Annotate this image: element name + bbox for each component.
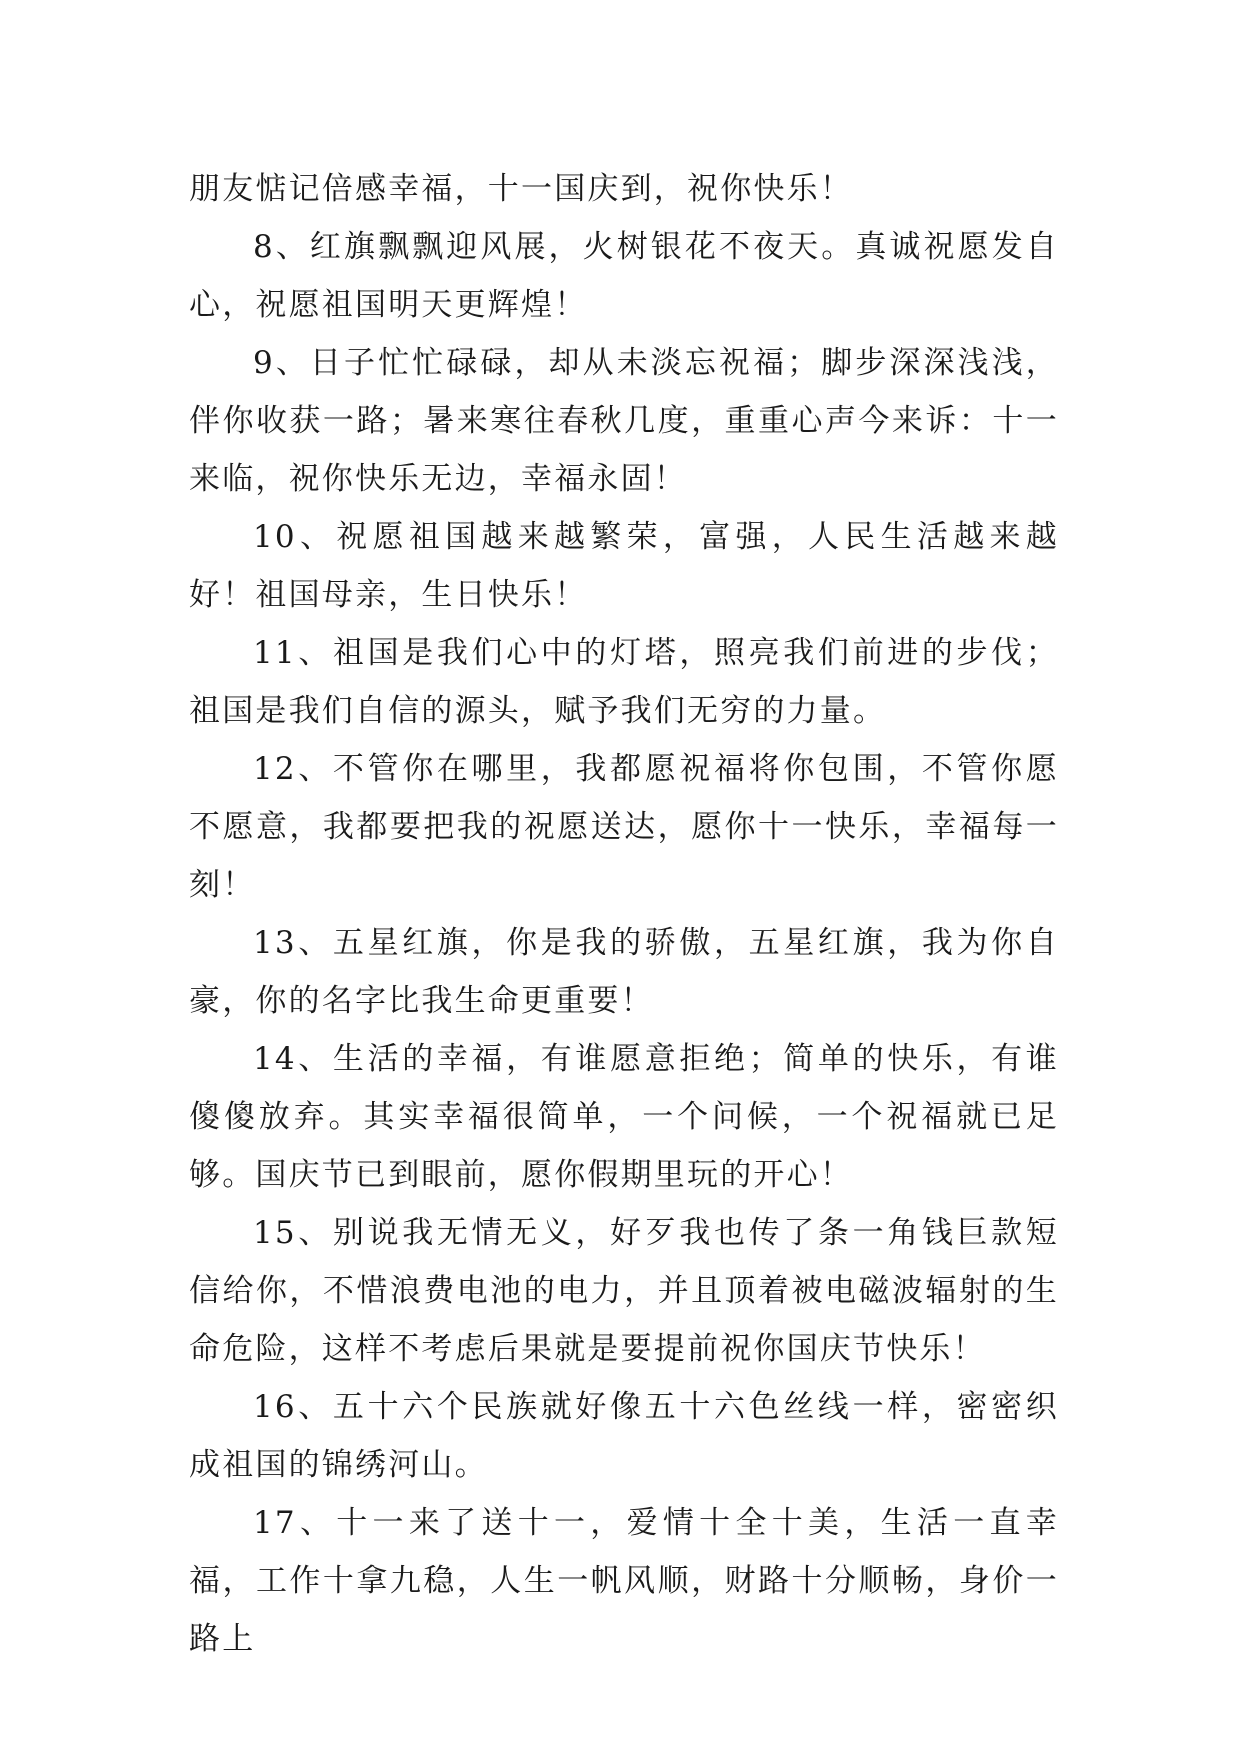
paragraph-item-13: 13、五星红旗，你是我的骄傲，五星红旗，我为你自豪，你的名字比我生命更重要！ (189, 925, 1059, 1019)
paragraph-item-12: 12、不管你在哪里，我都愿祝福将你包围，不管你愿不愿意，我都要把我的祝愿送达，愿你十一快乐，幸福每一刻！ (189, 751, 1059, 903)
paragraph-item-8: 8、红旗飘飘迎风展，火树银花不夜天。真诚祝愿发自心，祝愿祖国明天更辉煌！ (189, 229, 1059, 323)
paragraph-item-9: 9、日子忙忙碌碌，却从未淡忘祝福；脚步深深浅浅，伴你收获一路；暑来寒往春秋几度，重重心声今来诉：十一来临，祝你快乐无边，幸福永固！ (189, 345, 1059, 497)
paragraph-item-17: 17、十一来了送十一，爱情十全十美，生活一直幸福，工作十拿九稳，人生一帆风顺，财路十分顺畅，身价一路上 (189, 1505, 1059, 1657)
document-body (189, 160, 1059, 1668)
paragraph-continuation: 朋友惦记倍感幸福，十一国庆到，祝你快乐！ (189, 171, 853, 207)
paragraph-item-10: 10、祝愿祖国越来越繁荣，富强，人民生活越来越好！祖国母亲，生日快乐！ (189, 519, 1059, 613)
paragraph-item-16: 16、五十六个民族就好像五十六色丝线一样，密密织成祖国的锦绣河山。 (189, 1389, 1059, 1483)
paragraph-item-14: 14、生活的幸福，有谁愿意拒绝；简单的快乐，有谁傻傻放弃。其实幸福很简单，一个问候，一个祝福就已足够。国庆节已到眼前，愿你假期里玩的开心！ (189, 1041, 1059, 1193)
paragraph-item-11: 11、祖国是我们心中的灯塔，照亮我们前进的步伐；祖国是我们自信的源头，赋予我们无穷的力量。 (189, 635, 1059, 729)
paragraph-item-15: 15、别说我无情无义，好歹我也传了条一角钱巨款短信给你，不惜浪费电池的电力，并且顶着被电磁波辐射的生命危险，这样不考虑后果就是要提前祝你国庆节快乐！ (189, 1215, 1059, 1367)
